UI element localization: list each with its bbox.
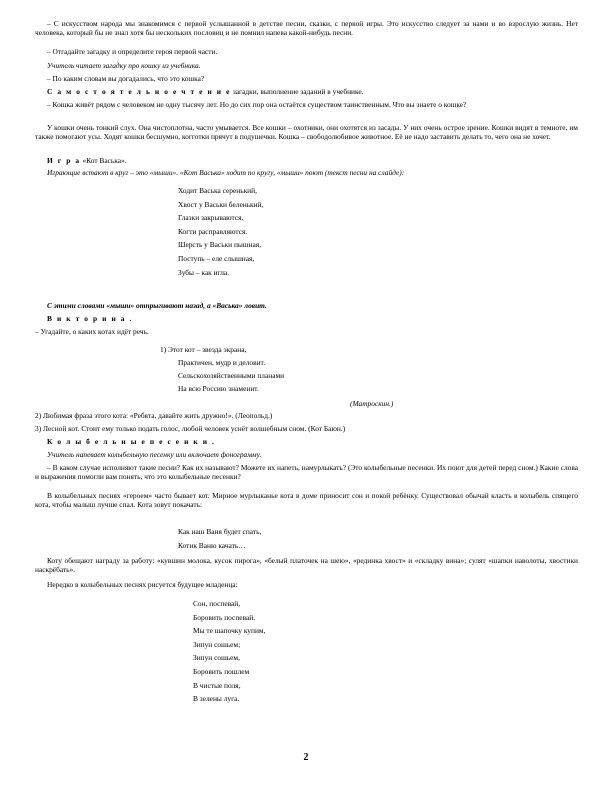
poem-line: Поступь – еле слышная, (178, 253, 255, 263)
quiz-heading: В и к т о р и н а . (47, 314, 133, 323)
riddle-line: 1) Этот кот – звезда экрана, (160, 345, 247, 354)
poem-line: Зипун сошьем; (193, 639, 241, 649)
poem-line: Глазки закрываются, (178, 213, 244, 223)
game-rule-text: С этими словами «мыши» отпрыгивают назад, а «Васька» ловит. (47, 301, 267, 310)
riddle-line: Практичен, мудр и деловит. (178, 358, 266, 367)
cat-facts-paragraph: У кошки очень тонкий слух. Она чистоплотна, часто умывается. Все кошки – охотники, они охотятся из засады. У них очень острое зрение. Кошки видят в темноте, им также помогают усы. Ходят кошки бесшумно, когготки прячут в подушечки. Кошка – свободолюбивое животное. Её не надо заставить делать то, чего она не хочет. (35, 123, 578, 142)
quiz-answer-1: (Матроскин.) (350, 399, 394, 408)
game-instructions: Играющие встают в круг – это «мыши». «Кот Васька» ходит по кругу, «мыши» поют (текст песни на слайде): (47, 168, 405, 177)
poem-line: В зелены луга. (193, 694, 240, 704)
game-heading-line (35, 156, 578, 165)
poem-line: Хвост у Васьки беленький, (178, 199, 264, 209)
independent-reading-line (35, 87, 578, 96)
independent-reading-label: С а м о с т о я т е л ь н о е ч т е н и е (47, 87, 231, 96)
game-title: «Кот Васька». (80, 156, 127, 165)
lullaby-cat-paragraph: В колыбельных песнях «героем» часто бывает кот. Мирное мурлыканье кота в доме приносит сон и покой ребёнку. Существовал обычай класть в колыбель спящего кота, чтобы малыш лучше спал. Кота зовут покачать: (35, 491, 578, 510)
poem-line: Как наш Ваня будет спать, (178, 527, 262, 536)
game-label: И г р а (47, 156, 81, 165)
poem-line: В чистые поля, (193, 680, 241, 690)
poem-line: Боровить пошлем (193, 666, 250, 676)
poem-line: Шерсть у Васьки пышная, (178, 240, 262, 250)
question-how-guessed: – По каким словам вы догадались, что это кошка? (47, 74, 205, 83)
page-number: 2 (303, 752, 309, 763)
quiz-instruction: – Угадайте, о каких котах идёт речь. (35, 327, 149, 336)
independent-reading-text: загадки, выполнение заданий в учебнике. (231, 87, 364, 96)
poem-line: Котик Ваню качать… (178, 540, 246, 550)
quiz-riddle-3: 3) Лесной кот. Стоит ему только подать голос, любой человек уснёт волшебным сном. (Кот Баюн.) (35, 424, 346, 433)
teacher-sings-lullaby: Учитель напевает колыбельную песенку или включает фонограмму. (47, 450, 262, 459)
poem-line: Зубы – как игла. (178, 267, 230, 277)
poem-line: Сон, поспевай, (193, 599, 241, 608)
future-baby-paragraph: Нередко в колыбельных песнях рисуется будущее младенца: (47, 580, 238, 589)
poem-line: Ходит Васька серенький, (178, 186, 257, 195)
riddle-instruction: – Отгадайте загадку и определите героя первой части. (47, 47, 218, 56)
quiz-riddle-2: 2) Любимая фраза этого кота: «Ребята, давайте жить дружно!». (Леопольд.) (35, 411, 273, 420)
poem-vanya (178, 525, 261, 552)
poem-line: Зипун сошьем, (193, 653, 240, 663)
poem-line: Мы те шапочку купим, (193, 626, 266, 636)
poem-kot-vaska (178, 184, 263, 279)
cat-question-paragraph: – Кошка живёт рядом с человеком не одну тысячу лет. Но до сих пор она остаётся существом таинственным. Что вы знаете о кошке? (47, 100, 467, 109)
riddle-line: На всю Россию знаменит. (178, 384, 259, 393)
lullaby-heading: К о л ы б е л ь н ы е п е с е н к и . (47, 437, 216, 446)
cat-reward-paragraph: Коту обещают награду за работу: «кувшин молока, кусок пирога», «белый платочек на шею», «рединка хвост» и «складку вина»; сулят «шапки наволоты, хвостики наскрёбать». (35, 556, 578, 575)
poem-line: Когти расправляются. (178, 226, 248, 236)
poem-line: Боровить поспевай. (193, 612, 256, 622)
intro-paragraph: – С искусством народа мы знакомимся с первой услышанной в детстве песни, сказки, с первой игры. Это искусство следует за нами и во взрослую жизнь. Нет человека, который бы не знал хотя бы нескольких пословиц и не помнил напева какой-нибудь песни. (35, 19, 578, 38)
riddle-line: Сельскохозяйственными планами (178, 371, 285, 380)
teacher-reads-riddle: Учитель читает загадку про кошку из учебника. (47, 61, 201, 70)
lullaby-question-paragraph: – В каком случае исполняют такие песни? Как их называют? Можете их напеть, намурлыкать? (Это колыбельные песенки. Их поют для детей перед сном.) Какие слова и выражения помогли вам понять, что это колыбельные песенки? (35, 463, 578, 482)
poem-son-poспевай (193, 597, 265, 706)
quiz-riddle-1 (160, 343, 284, 395)
